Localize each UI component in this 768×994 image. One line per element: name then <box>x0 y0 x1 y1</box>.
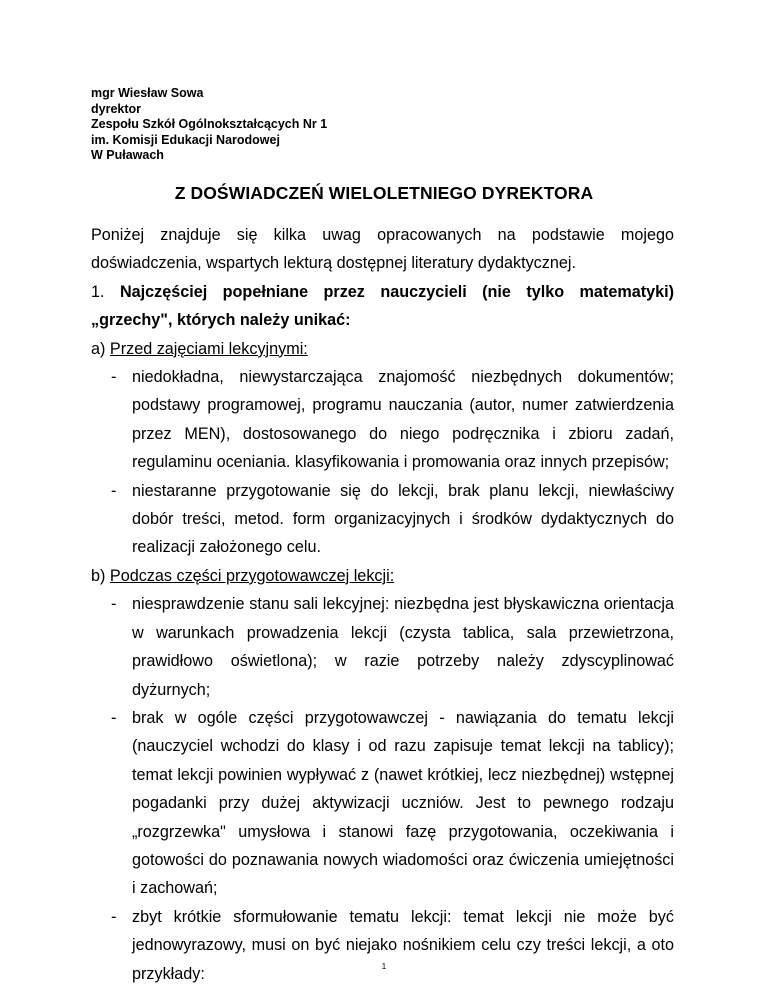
section-1-heading <box>91 278 674 335</box>
author-role: dyrektor <box>91 101 142 116</box>
list-item-text: niesprawdzenie stanu sali lekcyjnej: niezbędna jest błyskawiczna orientacja w warunkach prowadzenia lekcji (czysta tablica, sala przewietrzona, prawidłowo oświetlona); w razie potrzeby należy zdyscyplinować dyżurnych; <box>132 595 674 699</box>
author-school: Zespołu Szkół Ogólnokształcących Nr 1 <box>91 117 328 132</box>
list-item-text: niedokładna, niewystarczająca znajomość niezbędnych dokumentów; podstawy programowej, programu nauczania (autor, numer zatwierdzenia przez MEN), dostosowanego do niego podręcznika i zbioru zadań, regulaminu oceniania. klasyfikowania i promowania oraz innych przepisów; <box>132 368 674 472</box>
list-item-text: niestaranne przygotowanie się do lekcji, brak planu lekcji, niewłaściwy dobór treści, metod. form organizacyjnych i środków dydaktycznych do realizacji założonego celu. <box>132 481 674 557</box>
dash-marker: - <box>111 481 117 500</box>
list-item-text: zbyt krótkie sformułowanie tematu lekcji: temat lekcji nie może być jednowyrazowy, musi on być niejako nośnikiem celu czy treści lekcji, a oto przykłady: <box>132 907 674 983</box>
subsection-b-prefix: b) <box>91 566 110 585</box>
dash-marker: - <box>111 907 117 926</box>
section-1-title: Najczęściej popełniane przez nauczycieli (nie tylko matematyki) „grzechy", których należy unikać: <box>91 282 674 330</box>
author-city: W Puławach <box>91 148 164 163</box>
subsection-a-label: Przed zajęciami lekcyjnymi: <box>109 339 308 358</box>
author-school-patron: im. Komisji Edukacji Narodowej <box>91 132 280 147</box>
author-block <box>91 86 327 164</box>
list-item-text: brak w ogóle części przygotowawczej - nawiązania do tematu lekcji (nauczyciel wchodzi do klasy i od razu zapisuje temat lekcji na tablicy); temat lekcji powinien wypływać z (nawet krótkiej, lecz niezbędnej) wstępnej pogadanki przy dużej aktywizacji uczniów. Jest to pewnego rodzaju „rozgrzewka" umysłowa i stanowi fazę przygotowania, oczekiwania i gotowości do poznawania nowych wiadomości oraz ćwiczenia umiejętności i zachowań; <box>132 708 674 898</box>
list-item <box>91 477 674 562</box>
author-name: mgr Wiesław Sowa <box>91 86 204 100</box>
subsection-b-list <box>91 590 674 988</box>
page-number: 1 <box>381 962 387 971</box>
dash-marker: - <box>111 368 117 387</box>
document-title: Z DOŚWIADCZEŃ WIELOLETNIEGO DYREKTORA <box>174 183 594 203</box>
section-1-number: 1. <box>91 282 120 301</box>
subsection-b-heading <box>91 562 674 590</box>
subsection-a-heading <box>91 335 674 363</box>
intro-paragraph: Poniżej znajduje się kilka uwag opracowanych na podstawie mojego doświadczenia, wspartych lekturą dostępnej literatury dydaktycznej. <box>91 226 674 273</box>
list-item <box>91 363 674 477</box>
dash-marker: - <box>111 708 117 727</box>
document-body <box>91 221 674 988</box>
subsection-b-label: Podczas części przygotowawczej lekcji: <box>109 566 395 585</box>
subsection-a-prefix: a) <box>91 339 110 358</box>
list-item <box>91 903 674 988</box>
list-item <box>91 704 674 903</box>
subsection-a-list <box>91 363 674 562</box>
dash-marker: - <box>111 595 117 614</box>
list-item <box>91 590 674 704</box>
